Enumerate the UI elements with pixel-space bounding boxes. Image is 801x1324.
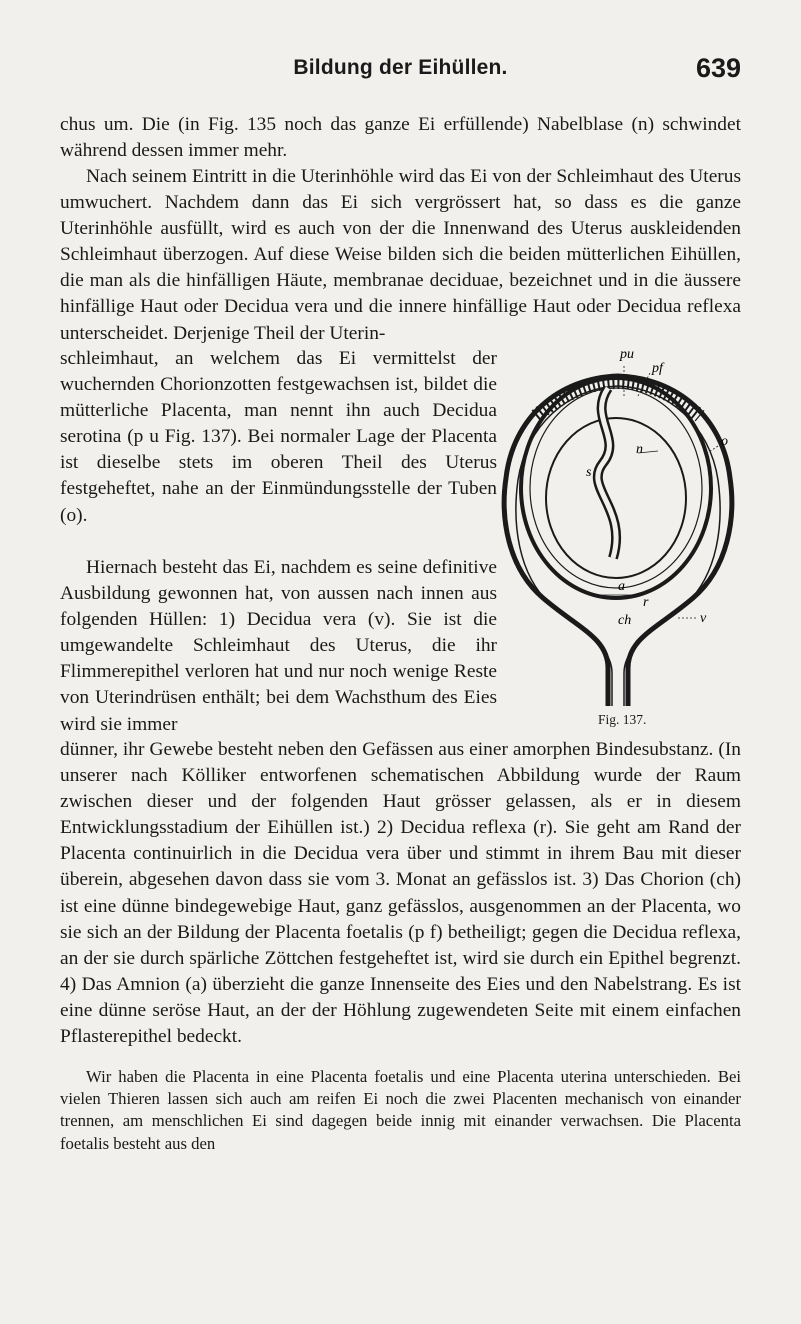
label-pf: pf <box>652 361 663 376</box>
label-pu: pu <box>620 347 634 362</box>
label-a: a <box>618 579 625 594</box>
figure-137 <box>488 328 748 748</box>
paragraph-3: schleimhaut, an welchem das Ei vermittelst der wuchernden Chorionzotten festgewachsen ist, bildet die mütterliche Placenta, man nennt ihn auch Decidua serotina (p u Fig. 137). Bei normaler Lage der Placenta ist dieselbe stets im oberen Theil des Uterus festgeheftet, nahe an der Einmündungsstelle der Tuben (o). <box>60 348 497 526</box>
label-ch: ch <box>618 613 632 628</box>
paragraph-5: dünner, ihr Gewebe besteht neben den Gefässen aus einer amorphen Bindesubstanz. (In unserer nach Kölliker entworfenen schematischen Abbildung wurde der Raum zwischen dieser und der folgenden Haut grösser gelassen, als er in diesem Entwicklungsstadium der Eihüllen ist.) 2) Decidua reflexa (r). Sie geht am Rand der Placenta continuirlich in die Decidua vera über und stimmt in ihrem Bau mit dieser überein, abgesehen davon dass sie vom 3. Monat an gefässlos ist. 3) Das Chorion (ch) ist eine dünne bindegewebige Haut, ganz gefässlos, ausgenommen an der Placenta, wo sie sich an der Bildung der Placenta foetalis (p f) betheiligt; gegen die Decidua reflexa, an der sie durch spärliche Zöttchen festgeheftet ist, wird sie durch ein Epithel begrenzt. 4) Das Amnion (a) überzieht die ganze Innenseite des Eies und den Nabelstrang. Es ist eine dünne seröse Haut, an der der Höhlung zugewendeten Seite mit einem einfachen Pflasterepithel bedeckt. <box>60 739 741 1048</box>
label-n: n <box>636 442 643 457</box>
uterus-diagram <box>488 328 748 748</box>
paragraph-1: chus um. Die (in Fig. 135 noch das ganze Ei erfüllende) Nabelblase (n) schwindet während dessen immer mehr. <box>60 114 741 162</box>
label-o: o <box>721 434 728 449</box>
label-s: s <box>586 465 592 480</box>
footnote-paragraph: Wir haben die Placenta in eine Placenta foetalis und eine Placenta uterina unterschieden. Bei vielen Thieren lassen sich auch am reifen Ei noch die zwei Placenten mechanisch von einander trennen, am menschlichen Ei sind dagegen beide innig mit einander verwachsen. Die Placenta foetalis besteht aus den <box>60 1067 741 1153</box>
label-v: v <box>700 611 707 626</box>
label-r: r <box>643 595 649 610</box>
page-header <box>60 53 741 86</box>
running-title: Bildung der Eihüllen. <box>293 56 508 79</box>
chorion-membrane <box>521 378 711 598</box>
page-number: 639 <box>695 53 741 83</box>
paragraph-4: Hiernach besteht das Ei, nachdem es seine definitive Ausbildung gewonnen hat, von aussen nach innen aus folgenden Hüllen: 1) Decidua vera (v). Sie ist die umgewandelte Schleimhaut des Uterus, die ihr Flimmerepithel verloren hat und nur noch wenige Reste von Uterindrüsen enthält; bei dem Wachsthum des Eies wird sie immer <box>60 557 497 735</box>
figure-caption: Fig. 137. <box>598 712 647 727</box>
paragraph-2: Nach seinem Eintritt in die Uterinhöhle wird das Ei von der Schleimhaut des Uterus umwuchert. Nachdem dann das Ei sich vergrössert hat, so dass es die ganze Uterinhöhle ausfüllt, wird es auch von der die Innenwand des Uterus auskleidenden Schleimhaut überzogen. Auf diese Weise bilden sich die beiden mütterlichen Eihüllen, die man als die hinfälligen Häute, membranae deciduae, bezeichnet und in die äussere hinfällige Haut oder Decidua vera und die innere hinfällige Haut oder Decidua reflexa unterscheidet. Derjenige Theil der Uterin- <box>60 166 741 344</box>
